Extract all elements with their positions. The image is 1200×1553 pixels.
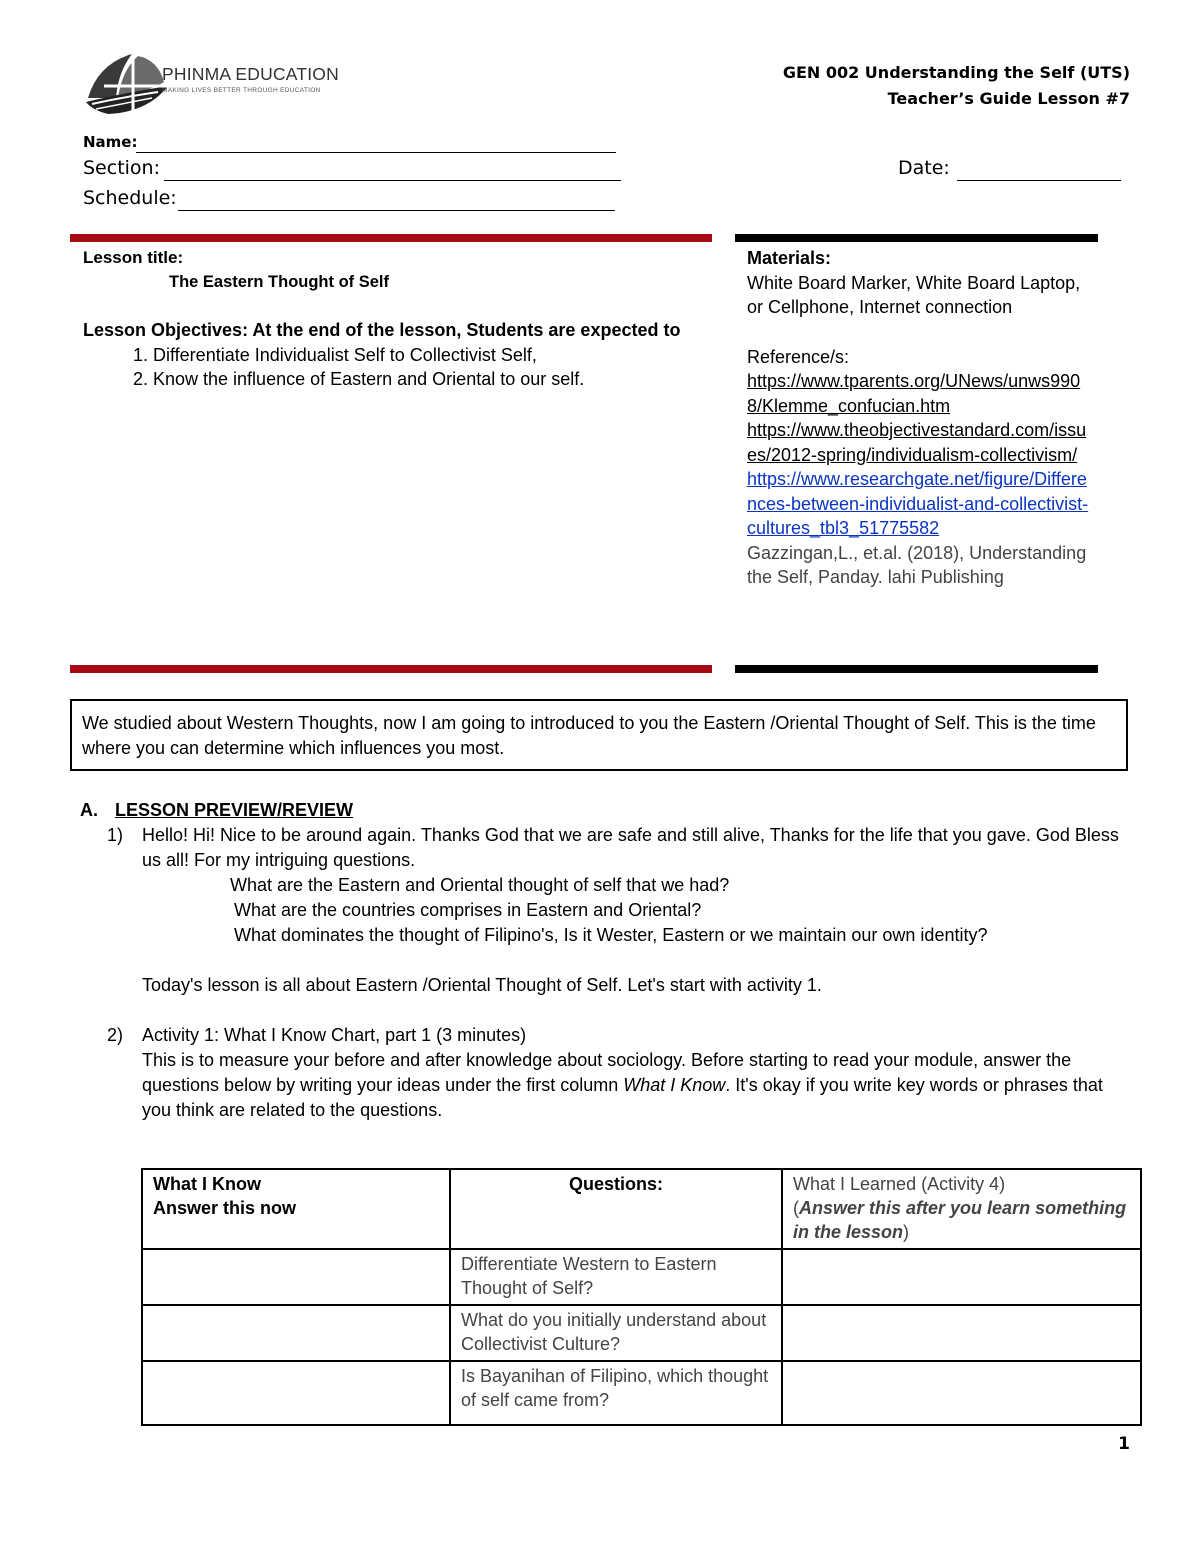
top-red-rule [70, 234, 712, 242]
question-3: What dominates the thought of Filipino's, Is it Wester, Eastern or we maintain our own identity? [234, 925, 988, 945]
lesson-title-label: Lesson title: [83, 248, 184, 267]
question-cell: Is Bayanihan of Filipino, which thought of self came from? [450, 1361, 782, 1425]
header-text: What I Learned (Activity 4) [793, 1174, 1006, 1194]
lesson-title: The Eastern Thought of Self [169, 273, 390, 291]
today-text: Today's lesson is all about Eastern /Oriental Thought of Self. Let's start with activity 1. [142, 975, 822, 995]
item-number: 1) [107, 825, 124, 845]
table-row [142, 1249, 1141, 1305]
header-what-i-learned [782, 1169, 1141, 1249]
reference-link-3[interactable]: https://www.researchgate.net/figure/Differences-between-individualist-and-collectivist-cultures_tbl3_51775582 [747, 469, 1089, 538]
what-i-learned-cell[interactable] [782, 1249, 1141, 1305]
date-field[interactable] [957, 180, 1121, 181]
section-label: Section: [83, 157, 160, 179]
activity-instructions [142, 1048, 1132, 1123]
question-cell: Differentiate Western to Eastern Thought of Self? [450, 1249, 782, 1305]
greeting-text: Hello! Hi! Nice to be around again. Thanks God that we are safe and still alive, Thanks for the life that you gave. God Bless us all! For my intriguing questions. [142, 825, 1119, 870]
header-text: Answer this now [153, 1198, 297, 1218]
item-number: 2) [107, 1025, 124, 1045]
section-a-letter: A. [80, 800, 98, 820]
name-label: Name: [83, 133, 138, 151]
date-label: Date: [898, 157, 950, 179]
top-black-rule [735, 234, 1098, 242]
table-row [142, 1361, 1141, 1425]
paren: ( [793, 1198, 799, 1218]
activity-title: Activity 1: What I Know Chart, part 1 (3 minutes) [142, 1025, 527, 1045]
activity-text: . It's okay if you write key words or phrases that you think are related to the questions. [142, 1075, 1103, 1120]
brand-tagline: MAKING LIVES BETTER THROUGH EDUCATION [162, 87, 321, 94]
reference-book: Gazzingan,L., et.al. (2018), Understanding the Self, Panday. lahi Publishing [747, 542, 1087, 587]
schedule-label: Schedule: [83, 187, 177, 209]
bottom-red-rule [70, 665, 712, 673]
brand-name: PHINMA EDUCATION [162, 64, 339, 84]
materials-label: Materials: [747, 248, 832, 268]
what-i-know-cell[interactable] [142, 1249, 450, 1305]
phinma-logo-icon [78, 42, 174, 120]
reference-link-1[interactable]: https://www.tparents.org/UNews/unws9908/Klemme_confucian.htm [747, 371, 1081, 416]
objective-item: 1. Differentiate Individualist Self to Collectivist Self, [153, 343, 693, 367]
section-field[interactable] [164, 180, 621, 181]
question-cell: What do you initially understand about Collectivist Culture? [450, 1305, 782, 1361]
brand [162, 64, 339, 94]
header-questions: Questions: [450, 1169, 782, 1249]
section-a [80, 798, 1140, 1123]
preview-item-2 [80, 1023, 1140, 1123]
name-field[interactable] [136, 152, 616, 153]
objective-item: 2. Know the influence of Eastern and Oriental to our self. [153, 367, 693, 391]
header-text: What I Know [153, 1174, 261, 1194]
table-row [142, 1305, 1141, 1361]
course-title: GEN 002 Understanding the Self (UTS) [782, 63, 1130, 82]
preview-item-1 [80, 823, 1140, 873]
table-header-row [142, 1169, 1141, 1249]
question-1: What are the Eastern and Oriental thought of self that we had? [230, 875, 730, 895]
guide-title: Teacher’s Guide Lesson #7 [887, 89, 1130, 108]
header-emphasis: Answer this after you learn something in the lesson [793, 1198, 1127, 1242]
section-a-title: LESSON PREVIEW/REVIEW [115, 800, 354, 820]
schedule-field[interactable] [178, 210, 615, 211]
lesson-info [83, 246, 693, 391]
section-a-heading [80, 798, 1140, 823]
what-i-learned-cell[interactable] [782, 1361, 1141, 1425]
page-number: 1 [1118, 1434, 1130, 1454]
activity-text: This is to measure your before and after knowledge about sociology. Before starting to read your module, answer the questions below by writing your ideas under the first column [142, 1050, 1072, 1095]
what-i-know-cell[interactable] [142, 1305, 450, 1361]
question-2: What are the countries comprises in Eastern and Oriental? [234, 900, 702, 920]
header-what-i-know [142, 1169, 450, 1249]
materials-items: White Board Marker, White Board Laptop, or Cellphone, Internet connection [747, 272, 1081, 317]
what-i-know-cell[interactable] [142, 1361, 450, 1425]
reference-link-2[interactable]: https://www.theobjectivestandard.com/issues/2012-spring/individualism-collectivism/ [747, 420, 1087, 465]
what-i-know-chart [141, 1168, 1142, 1426]
course-header [783, 60, 1130, 112]
paren: ) [903, 1222, 910, 1242]
objectives-list [83, 343, 693, 391]
references-label: Reference/s: [747, 346, 850, 367]
activity-text-emphasis: What I Know [623, 1075, 726, 1095]
intro-box: We studied about Western Thoughts, now I am going to introduced to you the Eastern /Oriental Thought of Self. This is the time where you can determine which influences you most. [70, 699, 1128, 771]
materials-info [747, 246, 1092, 590]
what-i-learned-cell[interactable] [782, 1305, 1141, 1361]
bottom-black-rule [735, 665, 1098, 673]
objectives-label: Lesson Objectives: At the end of the lesson, Students are expected to [83, 320, 681, 340]
